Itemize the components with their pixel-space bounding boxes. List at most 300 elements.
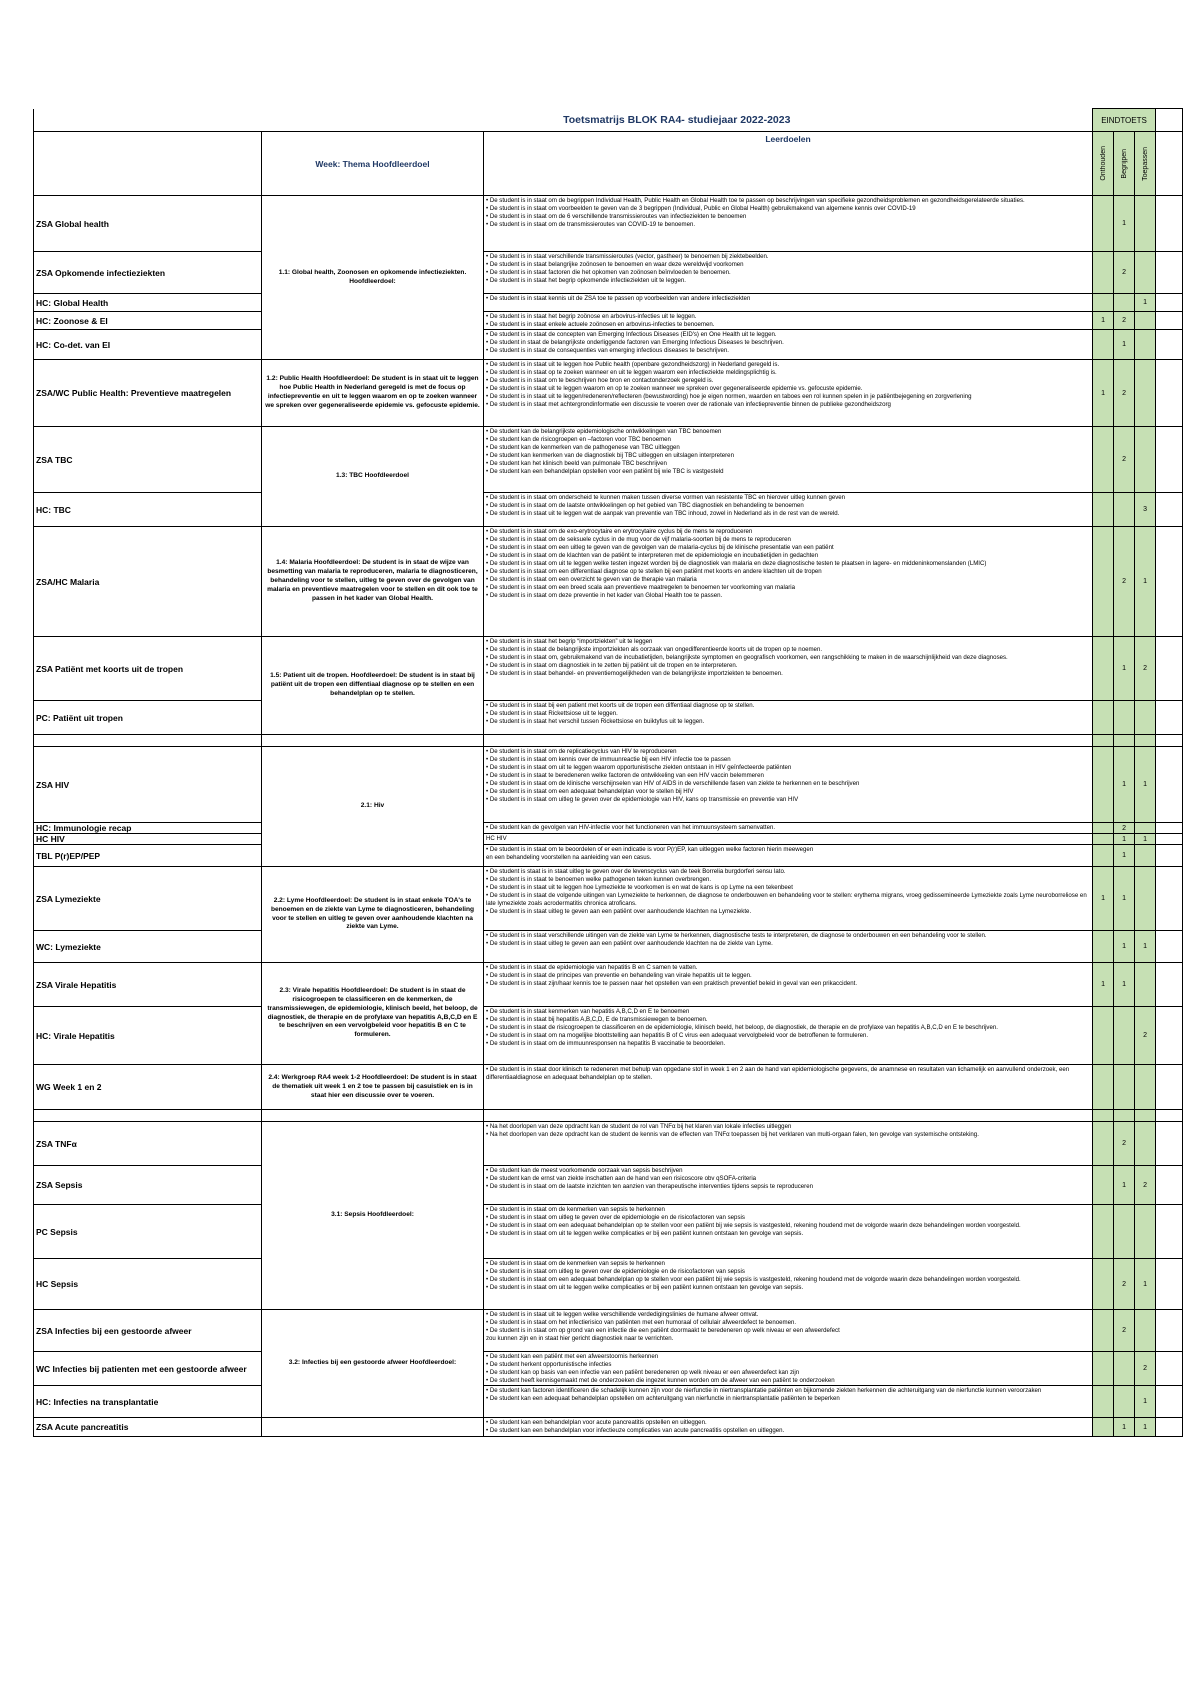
matrix-row	[34, 360, 1183, 427]
learning-goal: • De student is in staat om uit te leggen waarom opportunistische ziekten ontstaan in HIV geïnfecteerde patiënten	[486, 764, 792, 772]
level-score-t	[1135, 1310, 1156, 1352]
learning-goal: • De student kan de risicogroepen en –factoren voor TBC benoemen	[486, 436, 671, 444]
level-score-b: 1	[1114, 1166, 1135, 1205]
learning-goal: • De student is in staat te benoemen welke pathogenen teken kunnen overbrengen.	[486, 876, 712, 884]
matrix-row	[34, 427, 1183, 493]
level-score-t: 2	[1135, 1352, 1156, 1386]
topic-cell: ZSA TNFα	[34, 1122, 262, 1166]
goals-cell	[484, 1259, 1093, 1310]
level-score-t: 1	[1135, 527, 1156, 637]
eindtoets-header: EINDTOETS	[1093, 109, 1156, 132]
spacer-cell	[1156, 1352, 1183, 1386]
learning-goal: • Na het doorlopen van deze opdracht kan de student de kennis van de effecten van TNFα toepassen bij het verklaren van multi-orgaan falen, ten gevolge van systemische ontsteking.	[486, 1131, 979, 1139]
learning-goal: • De student is in staat om de immuunresponsen na hepatitis B vaccinatie te beoordelen.	[486, 1040, 726, 1048]
level-score-b: 1	[1114, 196, 1135, 252]
topic-cell: ZSA TBC	[34, 427, 262, 493]
level-score-o	[1093, 845, 1114, 867]
matrix-row	[34, 312, 1183, 330]
goals-cell	[484, 252, 1093, 294]
spacer-cell	[1156, 963, 1183, 1007]
learning-goal: • De student is in staat het begrip zoönose en arbovirus-infecties uit te leggen.	[486, 313, 697, 320]
goals-cell	[484, 963, 1093, 1007]
theme-cell: 1.4: Malaria Hoofdleerdoel: De student is in staat de wijze van besmetting van malaria te reproduceren, malaria te diagnosticeren, behandeling voor te stellen, uitleg te geven over de gevolgen van malaria en preventieve maatregelen voor te stellen en dit ook toe te passen in het kader van Global Health.	[262, 527, 484, 637]
learning-goal: • De student is in staat uit te leggen hoe Lymeziekte te voorkomen is en wat de kans is op Lyme na een tekenbeet	[486, 884, 793, 892]
goals-cell	[484, 1352, 1093, 1386]
level-score-b: 2	[1114, 360, 1135, 427]
learning-goal: • De student is in staat om een overzicht te geven van de therapie van malaria	[486, 576, 697, 584]
theme-cell: 1.5: Patient uit de tropen. Hoofdleerdoel: De student is in staat bij patiënt uit de tropen een diffentiaal diagnose op te stellen en een behandelplan op te stellen.	[262, 637, 484, 735]
learning-goal: • De student is in staat uitleg te geven aan een patiënt over aanhoudende klachten na de ziekte van Lyme.	[486, 940, 773, 948]
topic-cell: HC: Global Health	[34, 294, 262, 312]
learning-goal: • De student kan een patiënt met een afweerstoornis herkennen	[486, 1353, 659, 1361]
level-onthouden: Onthouden	[1099, 146, 1107, 181]
matrix-row	[34, 823, 1183, 834]
theme-cell	[262, 1418, 484, 1437]
matrix-row	[34, 1166, 1183, 1205]
learning-goal: • De student is in staat Rickettsiose uit te leggen.	[486, 710, 618, 718]
learning-goal: • De student is in staat om een differentiaal diagnose op te stellen bij een patiënt met koorts en andere klachten uit de tropen	[486, 568, 822, 576]
learning-goal: • De student is in staat om de replicatiecyclus van HIV te reproduceren	[486, 748, 677, 756]
goals-cell	[484, 294, 1093, 312]
level-score-o	[1093, 1386, 1114, 1418]
learning-goal: • De student is in staat om de laatste ontwikkelingen op het gebied van TBC diagnostiek en behandeling te benoemen	[486, 502, 804, 510]
learning-goal: • De student herkent opportunistische infecties	[486, 1361, 612, 1369]
spacer-cell	[1156, 1386, 1183, 1418]
matrix-row	[34, 701, 1183, 735]
goals-cell	[484, 1386, 1093, 1418]
matrix-row	[34, 867, 1183, 931]
matrix-row	[34, 1310, 1183, 1352]
matrix-row	[34, 330, 1183, 360]
level-score-o	[1093, 527, 1114, 637]
learning-goal: • De student is in staat om een adequaat behandelplan op te stellen voor een patiënt bij wie sepsis is vastgesteld, rekening houdend met de volgorde waarin deze behandelingen worden voorgesteld.	[486, 1222, 1021, 1230]
level-score-b	[1114, 493, 1135, 527]
topic-cell: HC: Infecties na transplantatie	[34, 1386, 262, 1418]
topic-cell: ZSA Patiënt met koorts uit de tropen	[34, 637, 262, 701]
theme-cell: 2.4: Werkgroep RA4 week 1-2 Hoofdleerdoel: De student is in staat de thematiek uit week 1 en 2 toe te passen bij casuistiek en is in staat hier een discussie over te voeren.	[262, 1065, 484, 1110]
level-score-t: 1	[1135, 1259, 1156, 1310]
topic-cell: HC Sepsis	[34, 1259, 262, 1310]
goals-cell	[484, 637, 1093, 701]
matrix-row	[34, 493, 1183, 527]
matrix-row	[34, 834, 1183, 845]
topic-cell: ZSA Lymeziekte	[34, 867, 262, 931]
level-score-o	[1093, 252, 1114, 294]
topic-cell: ZSA/WC Public Health: Preventieve maatregelen	[34, 360, 262, 427]
level-score-o	[1093, 330, 1114, 360]
level-score-b: 2	[1114, 252, 1135, 294]
learning-goal: • De student is staat is in staat uitleg te geven over de levenscyclus van de teek Borrelia burgdorferi sensu lato.	[486, 868, 786, 876]
topic-cell: ZSA/HC Malaria	[34, 527, 262, 637]
goals-cell	[484, 360, 1093, 427]
level-score-t	[1135, 330, 1156, 360]
goals-cell	[484, 1166, 1093, 1205]
matrix-row	[34, 1259, 1183, 1310]
level-score-o	[1093, 294, 1114, 312]
spacer-cell	[1156, 312, 1183, 330]
learning-goal: en een behandeling voorstellen na aanleiding van een casus.	[486, 854, 652, 862]
gap-cell	[1135, 1110, 1156, 1122]
level-begrijpen: Begrijpen	[1120, 148, 1128, 179]
topic-cell: TBL P(r)EP/PEP	[34, 845, 262, 867]
gap-cell	[1156, 735, 1183, 747]
learning-goal: • De student is in staat om de transmissieroutes van COVID-19 te benoemen.	[486, 221, 696, 229]
goals-cell	[484, 493, 1093, 527]
learning-goal: • De student is in staat behandel- en preventiemogelijkheden van de belangrijkste importziekten te benoemen.	[486, 670, 783, 678]
level-score-t: 2	[1135, 1007, 1156, 1065]
learning-goal: • De student is in staat om kennis over de immuunreactie bij een HIV infectie toe te passen	[486, 756, 731, 764]
spacer-cell	[1156, 1418, 1183, 1437]
topic-cell: ZSA Sepsis	[34, 1166, 262, 1205]
spacer-cell	[1156, 701, 1183, 735]
topic-cell: HC: Zoonose & EI	[34, 312, 262, 330]
matrix-row	[34, 747, 1183, 823]
level-score-o: 1	[1093, 867, 1114, 931]
learning-goal: • De student is in staat enkele actuele zoönosen en arbovirus-infecties te benoemen.	[486, 321, 715, 329]
topic-cell: ZSA Virale Hepatitis	[34, 963, 262, 1007]
theme-cell: 1.2: Public Health Hoofdleerdoel: De student is in staat uit te leggen hoe Public Health in Nederland geregeld is met de focus op infectiepreventie en uit te leggen waarom en op te zoeken wanneer we spreken over gegeneraliseerde epidemie vs. gefocuste epidemie.	[262, 360, 484, 427]
goals-cell	[484, 845, 1093, 867]
learning-goal: • De student is in staat om op grond van een infectie die een patiënt doormaakt te beredeneren op welk niveau er een afweerdefect	[486, 1327, 840, 1335]
learning-goal: • De student is in staat om de 6 verschillende transmissieroutes van infectieziekten te benoemen	[486, 213, 747, 221]
learning-goal: • De student is in staat om, gebruikmakend van de incubatietijden, belangrijkste symptomen en geografisch voorkomen, een rangschikking te maken in de waarschijnlijkheid van deze diagnoses.	[486, 654, 1008, 662]
spacer-cell	[1156, 252, 1183, 294]
learning-goal: • De student is in staat de concepten van Emerging Infectious Diseases (EID's) en One Health uit te leggen.	[486, 331, 777, 339]
learning-goal: • De student is in staat om onderscheid te kunnen maken tussen diverse vormen van resistente TBC en hierover uitleg kunnen geven	[486, 494, 846, 502]
spacer-cell	[1156, 1065, 1183, 1110]
level-score-t	[1135, 1065, 1156, 1110]
learning-goal: • De student is in staat door klinisch te redeneren met behulp van opgedane stof in week 1 en 2 aan de hand van epidemiologische gegevens, de anamnese en resultaten van lichamelijk en aanvullend onderzoek, een differentiaaldiagnose en adequaat behandelplan op te stellen.	[486, 1066, 1070, 1082]
learning-goal: • Na het doorlopen van deze opdracht kan de student de rol van TNFα bij het klaren van lokale infecties uitleggen	[486, 1123, 792, 1131]
learning-goal: • De student is in staat het begrip opkomende infectieziekten uit te leggen.	[486, 277, 686, 285]
learning-goal: • De student kan de meest voorkomende oorzaak van sepsis beschrijven	[486, 1167, 683, 1175]
theme-cell: 2.3: Virale hepatitis Hoofdleerdoel: De student is in staat de risicogroepen te classificeren en de kenmerken, de transmissiewegen, de epidemiologie, klinisch beeld, het beloop, de diagnostiek, de therapie en de profylaxe van hepatitis A,B,C,D en E te beschrijven en een vervolgbeleid voor hepatitis B en C te formuleren.	[262, 963, 484, 1065]
spacer-cell	[1156, 1259, 1183, 1310]
learning-goal: • De student kan een adequaat behandelplan opstellen om achteruitgang van nierfunctie in niertransplantatie patiënten te beperken	[486, 1395, 840, 1403]
theme-cell: 3.1: Sepsis Hoofdleerdoel:	[262, 1122, 484, 1310]
matrix-row	[34, 1205, 1183, 1259]
level-score-t	[1135, 845, 1156, 867]
learning-goal: • De student is in staat om uitleg te geven over de epidemiologie van HIV, kans op transmissie en preventie van HIV	[486, 796, 799, 804]
gap-cell	[1114, 1110, 1135, 1122]
gap-cell	[1135, 735, 1156, 747]
level-score-o	[1093, 1352, 1114, 1386]
goals-cell	[484, 867, 1093, 931]
learning-goal: • De student is in staat kenmerken van hepatitis A,B,C,D en E te benoemen	[486, 1008, 690, 1016]
goals-cell	[484, 312, 1093, 330]
topic-cell: WC Infecties bij patienten met een gestoorde afweer	[34, 1352, 262, 1386]
topic-cell: HC: TBC	[34, 493, 262, 527]
level-score-t: 1	[1135, 1418, 1156, 1437]
level-score-o: 1	[1093, 963, 1114, 1007]
spacer-cell	[1156, 1007, 1183, 1065]
goals-cell	[484, 931, 1093, 963]
goals-cell	[484, 1205, 1093, 1259]
learning-goal: • De student kan factoren identificeren die schadelijk kunnen zijn voor de nierfunctie in niertransplantatie patiënten en bijkomende ziekten herkennen die achteruitgang van de nierfunctie kunnen veroorzaken	[486, 1387, 1042, 1395]
matrix-row	[34, 1065, 1183, 1110]
gap-cell	[262, 1110, 484, 1122]
theme-header: Week: Thema Hoofdleerdoel	[262, 132, 484, 196]
level-score-b: 2	[1114, 312, 1135, 330]
level-score-o	[1093, 1205, 1114, 1259]
level-score-t: 1	[1135, 294, 1156, 312]
learning-goal: • De student is in staat de risicogroepen te classificeren en de epidemiologie, klinisch beeld, het beloop, de diagnostiek, de therapie en de profylaxe van hepatitis A,B,C,D en E te beschrijven.	[486, 1024, 998, 1032]
level-score-o	[1093, 427, 1114, 493]
gap-cell	[1093, 1110, 1114, 1122]
matrix-row	[34, 1007, 1183, 1065]
spacer-cell	[1156, 845, 1183, 867]
spacer-cell	[1156, 1122, 1183, 1166]
level-score-b: 2	[1114, 823, 1135, 834]
learning-goal: • De student is in staat factoren die het opkomen van zoönosen beïnvloeden te benoemen.	[486, 269, 731, 277]
learning-goal: • De student is in staat kennis uit de ZSA toe te passen op voorbeelden van andere infectieziekten	[486, 295, 751, 302]
gap-cell	[1114, 735, 1135, 747]
matrix-row	[34, 1418, 1183, 1437]
spacer-cell	[1156, 294, 1183, 312]
learning-goal: • De student is in staat uit te leggen/redeneren/reflecteren (bewustwording) hoe je eigen normen, waarden en taboes een rol kunnen spelen in je patiëntbejegening en zorgverlening	[486, 393, 972, 401]
learning-goal: • De student kan kenmerken van de diagnostiek bij TBC uitleggen en uitslagen interpreteren	[486, 452, 734, 460]
topic-cell: HC: Virale Hepatitis	[34, 1007, 262, 1065]
level-score-b: 1	[1114, 963, 1135, 1007]
level-score-b	[1114, 1007, 1135, 1065]
level-score-o	[1093, 1122, 1114, 1166]
level-score-b: 1	[1114, 637, 1135, 701]
matrix-body	[34, 196, 1183, 1437]
spacer-cell	[1156, 867, 1183, 931]
goals-header: Leerdoelen	[484, 132, 1093, 196]
theme-cell: 1.3: TBC Hoofdleerdoel	[262, 427, 484, 527]
level-score-t	[1135, 312, 1156, 330]
level-score-b: 1	[1114, 931, 1135, 963]
level-score-b: 1	[1114, 845, 1135, 867]
matrix-row	[34, 637, 1183, 701]
learning-goal: • De student is in staat om de kenmerken van sepsis te herkennen	[486, 1260, 665, 1268]
learning-goal: • De student is in staat belangrijke zoönosen te benoemen en waar deze wereldwijd voorkomen	[486, 261, 744, 269]
goals-cell	[484, 330, 1093, 360]
level-score-t	[1135, 252, 1156, 294]
level-score-t: 1	[1135, 747, 1156, 823]
learning-goal: • De student is in staat om de klinische verschijnselen van HIV of AIDS in de verschillende fasen van ziekte te herkennen en te beschrijven	[486, 780, 860, 788]
spacer-cell	[1156, 747, 1183, 823]
learning-goal: • De student is in staat uit te leggen hoe Public health (openbare gezondheidszorg) in Nederland geregeld is.	[486, 361, 780, 369]
goals-cell	[484, 701, 1093, 735]
goals-cell	[484, 427, 1093, 493]
learning-goal: • De student is in staat om uit te leggen welke complicaties er bij een patiënt kunnen ontstaan ten gevolge van sepsis.	[486, 1284, 804, 1292]
level-score-o	[1093, 1166, 1114, 1205]
level-score-o	[1093, 701, 1114, 735]
level-score-t	[1135, 1205, 1156, 1259]
level-toepassen: Toepassen	[1141, 146, 1149, 181]
level-score-o: 1	[1093, 360, 1114, 427]
spacer-cell	[1156, 834, 1183, 845]
level-score-b	[1114, 1386, 1135, 1418]
level-score-o	[1093, 1065, 1114, 1110]
level-score-t: 1	[1135, 1386, 1156, 1418]
learning-goal: • De student is in staat om de begrippen Individual Health, Public Health en Global Health toe te passen op beschrijvingen van specifieke gezondheidsproblemen en gezondheidsgerelateerde situaties.	[486, 197, 1025, 204]
learning-goal: • De student is in staat om na mogelijke bloottstelling aan hepatitis B of C virus een adequaat vervolgbeleid voor de betroffenen te formuleren.	[486, 1032, 869, 1040]
level-score-o: 1	[1093, 312, 1114, 330]
topic-cell: ZSA Infecties bij een gestoorde afweer	[34, 1310, 262, 1352]
matrix-row	[34, 252, 1183, 294]
level-score-b: 1	[1114, 1418, 1135, 1437]
level-score-o	[1093, 834, 1114, 845]
level-score-t	[1135, 1122, 1156, 1166]
learning-goal: • De student is in staat de consequenties van emerging infectious diseases te beschrijven.	[486, 347, 729, 355]
level-score-t: 1	[1135, 834, 1156, 845]
learning-goal: • De student is in staat de volgende uitingen van Lymeziekte te herkennen, de diagnose te onderbouwen en behandeling voor te stellen: erythema migrans, vroeg gedissemineerde Lymeziekte zoals Lyme neuroborreliose en late lymeziekte zoals acrodermatitis chronica atroficans.	[486, 892, 1087, 908]
topic-cell: ZSA Acute pancreatitis	[34, 1418, 262, 1437]
matrix-row	[34, 845, 1183, 867]
level-score-b	[1114, 1205, 1135, 1259]
learning-goal: • De student kan een behandelplan voor infectieuze complicaties van acute pancreatitis opstellen en uitleggen.	[486, 1427, 785, 1435]
learning-goal: • De student kan een behandelplan voor acute pancreatitis opstellen en uitleggen.	[486, 1419, 707, 1427]
page-title: Toetsmatrijs BLOK RA4- studiejaar 2022-2023	[262, 109, 1093, 132]
learning-goal: • De student is in staat om te beoordelen of er een indicatie is voor P(r)EP, kan uitleggen welke factoren hierin meewegen	[486, 846, 814, 854]
learning-goal: • De student is in staat om een breed scala aan preventieve maatregelen te benoemen ter voorkoming van malaria	[486, 584, 796, 592]
spacer-cell	[1156, 493, 1183, 527]
spacer-cell	[1156, 330, 1183, 360]
learning-goal: • De student is in staat om deze preventie in het kader van Global Health toe te passen.	[486, 592, 723, 600]
level-score-o	[1093, 747, 1114, 823]
learning-goal: • De student heeft kennisgemaakt met de onderzoeken die ingezet kunnen worden om de afweer van een patiënt te onderzoeken	[486, 1377, 835, 1385]
level-score-b: 2	[1114, 427, 1135, 493]
matrix-row	[34, 527, 1183, 637]
learning-goal: HC HIV	[486, 835, 507, 843]
goals-cell	[484, 196, 1093, 252]
learning-goal: • De student is in staat om uitleg te geven over de epidemiologie en de risicofactoren van sepsis	[486, 1214, 745, 1222]
learning-goal: • De student kan het klinisch beeld van pulmonale TBC beschrijven	[486, 460, 667, 468]
gap-cell	[262, 735, 484, 747]
level-score-b: 2	[1114, 1310, 1135, 1352]
learning-goal: • De student is in staat het verschil tussen Rickettsiose en buiktyfus uit te leggen.	[486, 718, 705, 726]
gap-cell	[484, 735, 1093, 747]
goals-cell	[484, 747, 1093, 823]
matrix-row	[34, 1386, 1183, 1418]
level-score-b: 1	[1114, 867, 1135, 931]
learning-goal: • De student kan de ernst van ziekte inschatten aan de hand van een risicoscore obv qSOFA-criteria	[486, 1175, 757, 1183]
goals-cell	[484, 1007, 1093, 1065]
theme-cell: 2.1: Hiv	[262, 747, 484, 867]
level-score-t	[1135, 701, 1156, 735]
learning-goal: • De student is in staat om het infectierisico van patiënten met een humoraal of cellulair afweerdefect te benoemen.	[486, 1319, 797, 1327]
learning-goal: • De student is in staat verschillende transmissieroutes (vector, gastheer) te benoemen bij ziektebeelden.	[486, 253, 769, 260]
learning-goal: • De student is in staat om diagnostiek in te zetten bij patiënt uit de tropen en te interpreteren.	[486, 662, 738, 670]
matrix-row	[34, 931, 1183, 963]
topic-cell: ZSA Global health	[34, 196, 262, 252]
spacer-cell	[1156, 637, 1183, 701]
level-score-b: 1	[1114, 330, 1135, 360]
learning-goal: • De student is in staat om een uitleg te geven van de gevolgen van de malaria-cyclus bij de klinische presentatie van een patiënt	[486, 544, 834, 552]
learning-goal: • De student is in staat uit te leggen welke verschillende verdedigingslinies de humane afweer omvat.	[486, 1311, 759, 1319]
level-score-t: 2	[1135, 1166, 1156, 1205]
topic-cell: HC HIV	[34, 834, 262, 845]
spacer-cell	[1156, 823, 1183, 834]
goals-cell	[484, 823, 1093, 834]
level-score-b: 2	[1114, 1122, 1135, 1166]
topic-cell: HC: Co-det. van EI	[34, 330, 262, 360]
gap-cell	[484, 1110, 1093, 1122]
goals-cell	[484, 1122, 1093, 1166]
learning-goal: • De student is in staat om uit te leggen welke complicaties er bij een patiënt kunnen ontstaan ten gevolge van sepsis.	[486, 1230, 804, 1238]
level-score-o	[1093, 1259, 1114, 1310]
spacer-cell	[1156, 527, 1183, 637]
goals-cell	[484, 1310, 1093, 1352]
theme-cell: 1.1: Global health, Zoonosen en opkomende infectieziekten. Hoofdleerdoel:	[262, 196, 484, 360]
learning-goal: • De student is in staat om de seksuele cyclus in de mug voor de vijf malaria-soorten bij de mens te reproduceren	[486, 536, 791, 544]
goals-cell	[484, 527, 1093, 637]
spacer-cell	[1156, 427, 1183, 493]
matrix-row	[34, 294, 1183, 312]
level-score-o	[1093, 1418, 1114, 1437]
learning-goal: • De student is in staat de epidemiologie van hepatitis B en C samen te vatten.	[486, 964, 698, 972]
learning-goal: • De student is in staat bij hepatitis A,B,C,D, E de transmissiewegen te benoemen.	[486, 1016, 708, 1024]
spacer-cell	[1156, 1166, 1183, 1205]
goals-cell	[484, 834, 1093, 845]
matrix-row	[34, 196, 1183, 252]
gap-cell	[34, 1110, 262, 1122]
level-score-b	[1114, 294, 1135, 312]
learning-goal: • De student is in staat verschillende uitingen van de ziekte van Lyme te herkennen, diagnostische tests te interpreteren, de diagnose te onderbouwen en een behandeling voor te stellen.	[486, 932, 987, 940]
learning-goal: • De student is in staat om een adequaat behandelplan voor te stellen bij HIV	[486, 788, 694, 796]
learning-goal: • De student kan een behandelplan opstellen voor een patiënt bij wie TBC is vastgesteld	[486, 468, 724, 476]
learning-goal: • De student is in staat op te zoeken wanneer en uit te leggen waarom een infectieziekte meldingsplichtig is.	[486, 369, 777, 377]
level-score-b	[1114, 1352, 1135, 1386]
learning-goal: • De student kan de kenmerken van de pathogenese van TBC uitleggen	[486, 444, 680, 452]
level-score-o	[1093, 1310, 1114, 1352]
learning-goal: • De student is in staat om de exo-erytrocytaire en erytrocytaire cyclus bij de mens te reproduceren	[486, 528, 753, 536]
learning-goal: • De student is in staat zijn/haar kennis toe te passen naar het opstellen van een praktisch preventief beleid in geval van een prikaccident.	[486, 980, 858, 988]
spacer-cell	[1156, 360, 1183, 427]
learning-goal: • De student is in staat uit te leggen wat de aanpak van preventie van TBC inhoud, zowel in Nederland als in de rest van de wereld.	[486, 510, 840, 518]
learning-goal: • De student in staat de belangrijkste onderliggende factoren van Emerging Infectious Diseases te beschrijven.	[486, 339, 784, 347]
matrix-table	[33, 108, 1183, 1437]
learning-goal: • De student is in staat uit te leggen waarom en op te zoeken wanneer we spreken over gegeneraliseerde epidemie vs. gefocuste epidemie.	[486, 385, 863, 393]
learning-goal: • De student is in staat om de kenmerken van sepsis te herkennen	[486, 1206, 665, 1214]
level-score-b	[1114, 701, 1135, 735]
learning-goal: • De student is in staat om een adequaat behandelplan op te stellen voor een patiënt bij wie sepsis is vastgesteld, rekening houdend met de volgorde waarin deze behandelingen worden voorgesteld.	[486, 1276, 1021, 1284]
level-score-b	[1114, 1065, 1135, 1110]
learning-goal: zou kunnen zijn en in staat hier gericht diagnostiek naar te verrichten.	[486, 1335, 674, 1343]
theme-cell: 3.2: Infecties bij een gestoorde afweer Hoofdleerdoel:	[262, 1310, 484, 1418]
level-score-b: 1	[1114, 747, 1135, 823]
spacer-cell	[1156, 196, 1183, 252]
gap-cell	[34, 735, 262, 747]
matrix-row	[34, 1122, 1183, 1166]
gap-cell	[1156, 1110, 1183, 1122]
topic-cell: WC: Lymeziekte	[34, 931, 262, 963]
level-score-o	[1093, 637, 1114, 701]
level-score-t	[1135, 867, 1156, 931]
goals-cell	[484, 1065, 1093, 1110]
learning-goal: • De student is in staat bij een patient met koorts uit de tropen een diffentiaal diagnose op te stellen.	[486, 702, 755, 710]
level-score-t	[1135, 360, 1156, 427]
matrix-row	[34, 1352, 1183, 1386]
spacer-cell	[1156, 1205, 1183, 1259]
matrix-row	[34, 963, 1183, 1007]
level-score-o	[1093, 1007, 1114, 1065]
learning-goal: • De student is in staat om uit te leggen welke testen ingezet worden bij de diagnostiek van malaria en deze diagnostische testen te plaatsen in lagere- en middeninkomenslanden (LMIC)	[486, 560, 987, 568]
topic-cell: ZSA HIV	[34, 747, 262, 823]
spacer-cell	[1156, 1310, 1183, 1352]
level-score-t: 3	[1135, 493, 1156, 527]
learning-goal: • De student is in staat het begrip “importziekten” uit te leggen	[486, 638, 653, 646]
level-score-t: 2	[1135, 637, 1156, 701]
learning-goal: • De student kan de gevolgen van HIV-infectie voor het functioneren van het immuunsysteem samenvatten.	[486, 824, 776, 832]
level-score-t: 1	[1135, 931, 1156, 963]
topic-cell: PC Sepsis	[34, 1205, 262, 1259]
level-score-b: 2	[1114, 527, 1135, 637]
topic-cell: HC: Immunologie recap	[34, 823, 262, 834]
